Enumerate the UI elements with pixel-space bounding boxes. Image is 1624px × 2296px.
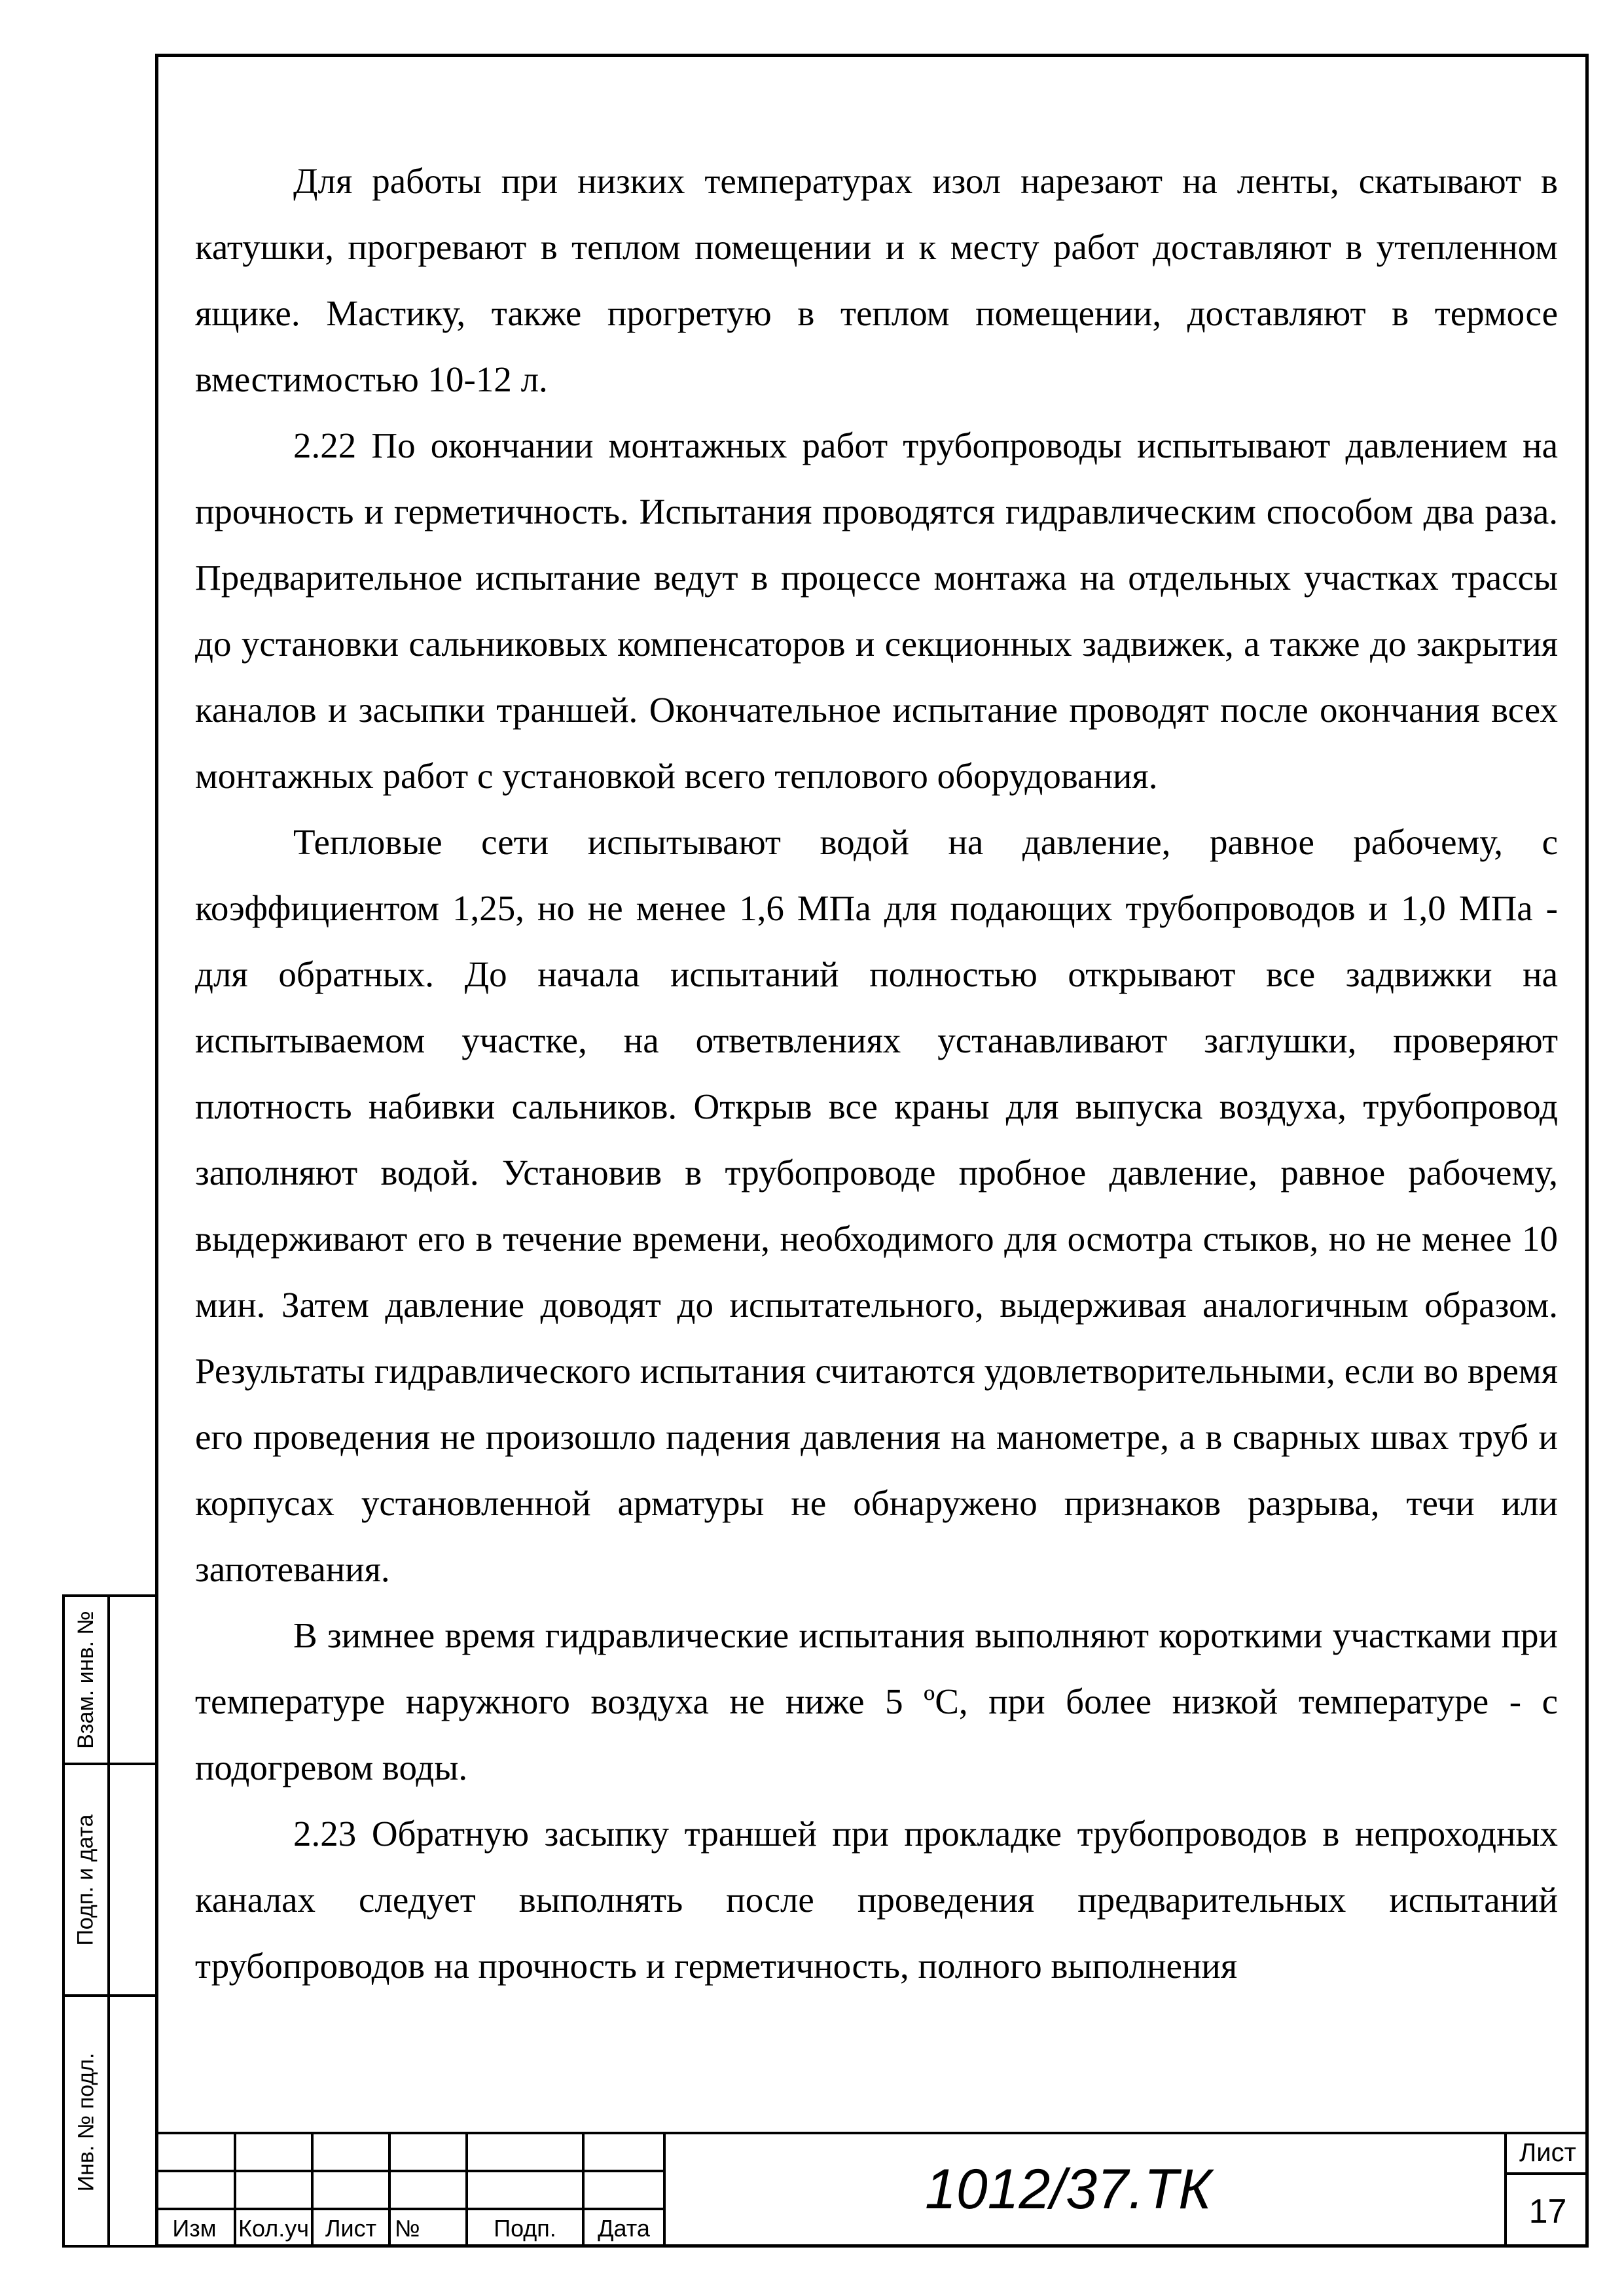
document-body [195, 148, 1558, 1999]
col-data: Дата [598, 2215, 650, 2242]
inv-podl-cell [65, 1997, 107, 2248]
col-podp: Подп. [494, 2215, 556, 2242]
paragraph-4: В зимнее время гидравлические испытания выполняют короткими участками при температуре наружного воздуха не ниже 5 ºС, при более низкой температуре - с подогревом воды. [195, 1615, 1558, 1787]
paragraph-5: 2.23 Обратную засыпку траншей при прокладке трубопроводов в непроходных каналах следует выполнять после проведения предварительных испытаний трубопроводов на прочность и герметичность, полного выполнения [195, 1814, 1558, 1986]
sheet-number: 17 [1528, 2192, 1567, 2231]
col-number: № [395, 2215, 420, 2242]
title-block-row-line [155, 2170, 666, 2172]
podp-data-cell [65, 1765, 107, 1994]
sheet-label: Лист [1519, 2138, 1576, 2167]
col-izm: Изм [172, 2215, 217, 2242]
document-code: 1012/37.ТК [925, 2158, 1212, 2221]
paragraph-1: Для работы при низких температурах изол нарезают на ленты, скатывают в катушки, прогревают в теплом помещении и к месту работ доставляют в утепленном ящике. Мастику, также прогретую в теплом помещении, доставляют в термосе вместимостью 10-12 л. [195, 161, 1558, 399]
col-list: Лист [325, 2215, 377, 2242]
col-kol-uch: Кол.уч [238, 2215, 309, 2242]
inv-podl-label: Инв. № подл. [73, 2053, 99, 2192]
side-stamp [62, 1594, 155, 2248]
title-block [155, 2132, 1589, 2248]
paragraph-3: Тепловые сети испытывают водой на давление, равное рабочему, с коэффициентом 1,25, но не менее 1,6 МПа для подающих трубопроводов и 1,0 МПа - для обратных. До начала испытаний полностью открывают все задвижки на испытываемом участке, на ответвлениях устанавливают заглушки, проверяют плотность набивки сальников. Открыв все краны для выпуска воздуха, трубопровод заполняют водой. Установив в трубопроводе пробное давление, равное рабочему, выдерживают его в течение времени, необходимого для осмотра стыков, но не менее 10 мин. Затем давление доводят до испытательного, выдерживая аналогичным образом. Результаты гидравлического испытания считаются удовлетворительными, если во время его проведения не произошло падения давления на манометре, а в сварных швах труб и корпусах установленной арматуры не обнаружено признаков разрыва, течи или запотевания. [195, 822, 1558, 1589]
vzam-inv-label: Взам. инв. № [73, 1611, 99, 1749]
side-stamp-divider [107, 1597, 110, 2245]
podp-data-label: Подп. и дата [73, 1814, 98, 1946]
paragraph-2: 2.22 По окончании монтажных работ трубопроводы испытывают давлением на прочность и герметичность. Испытания проводятся гидравлическим способом два раза. Предварительное испытание ведут в процессе монтажа на отдельных участках трассы до установки сальниковых компенсаторов и секционных задвижек, а также до закрытия каналов и засыпки траншей. Окончательное испытание проводят после окончания всех монтажных работ с установкой всего теплового оборудования. [195, 425, 1558, 796]
vzam-inv-cell [65, 1597, 107, 1763]
